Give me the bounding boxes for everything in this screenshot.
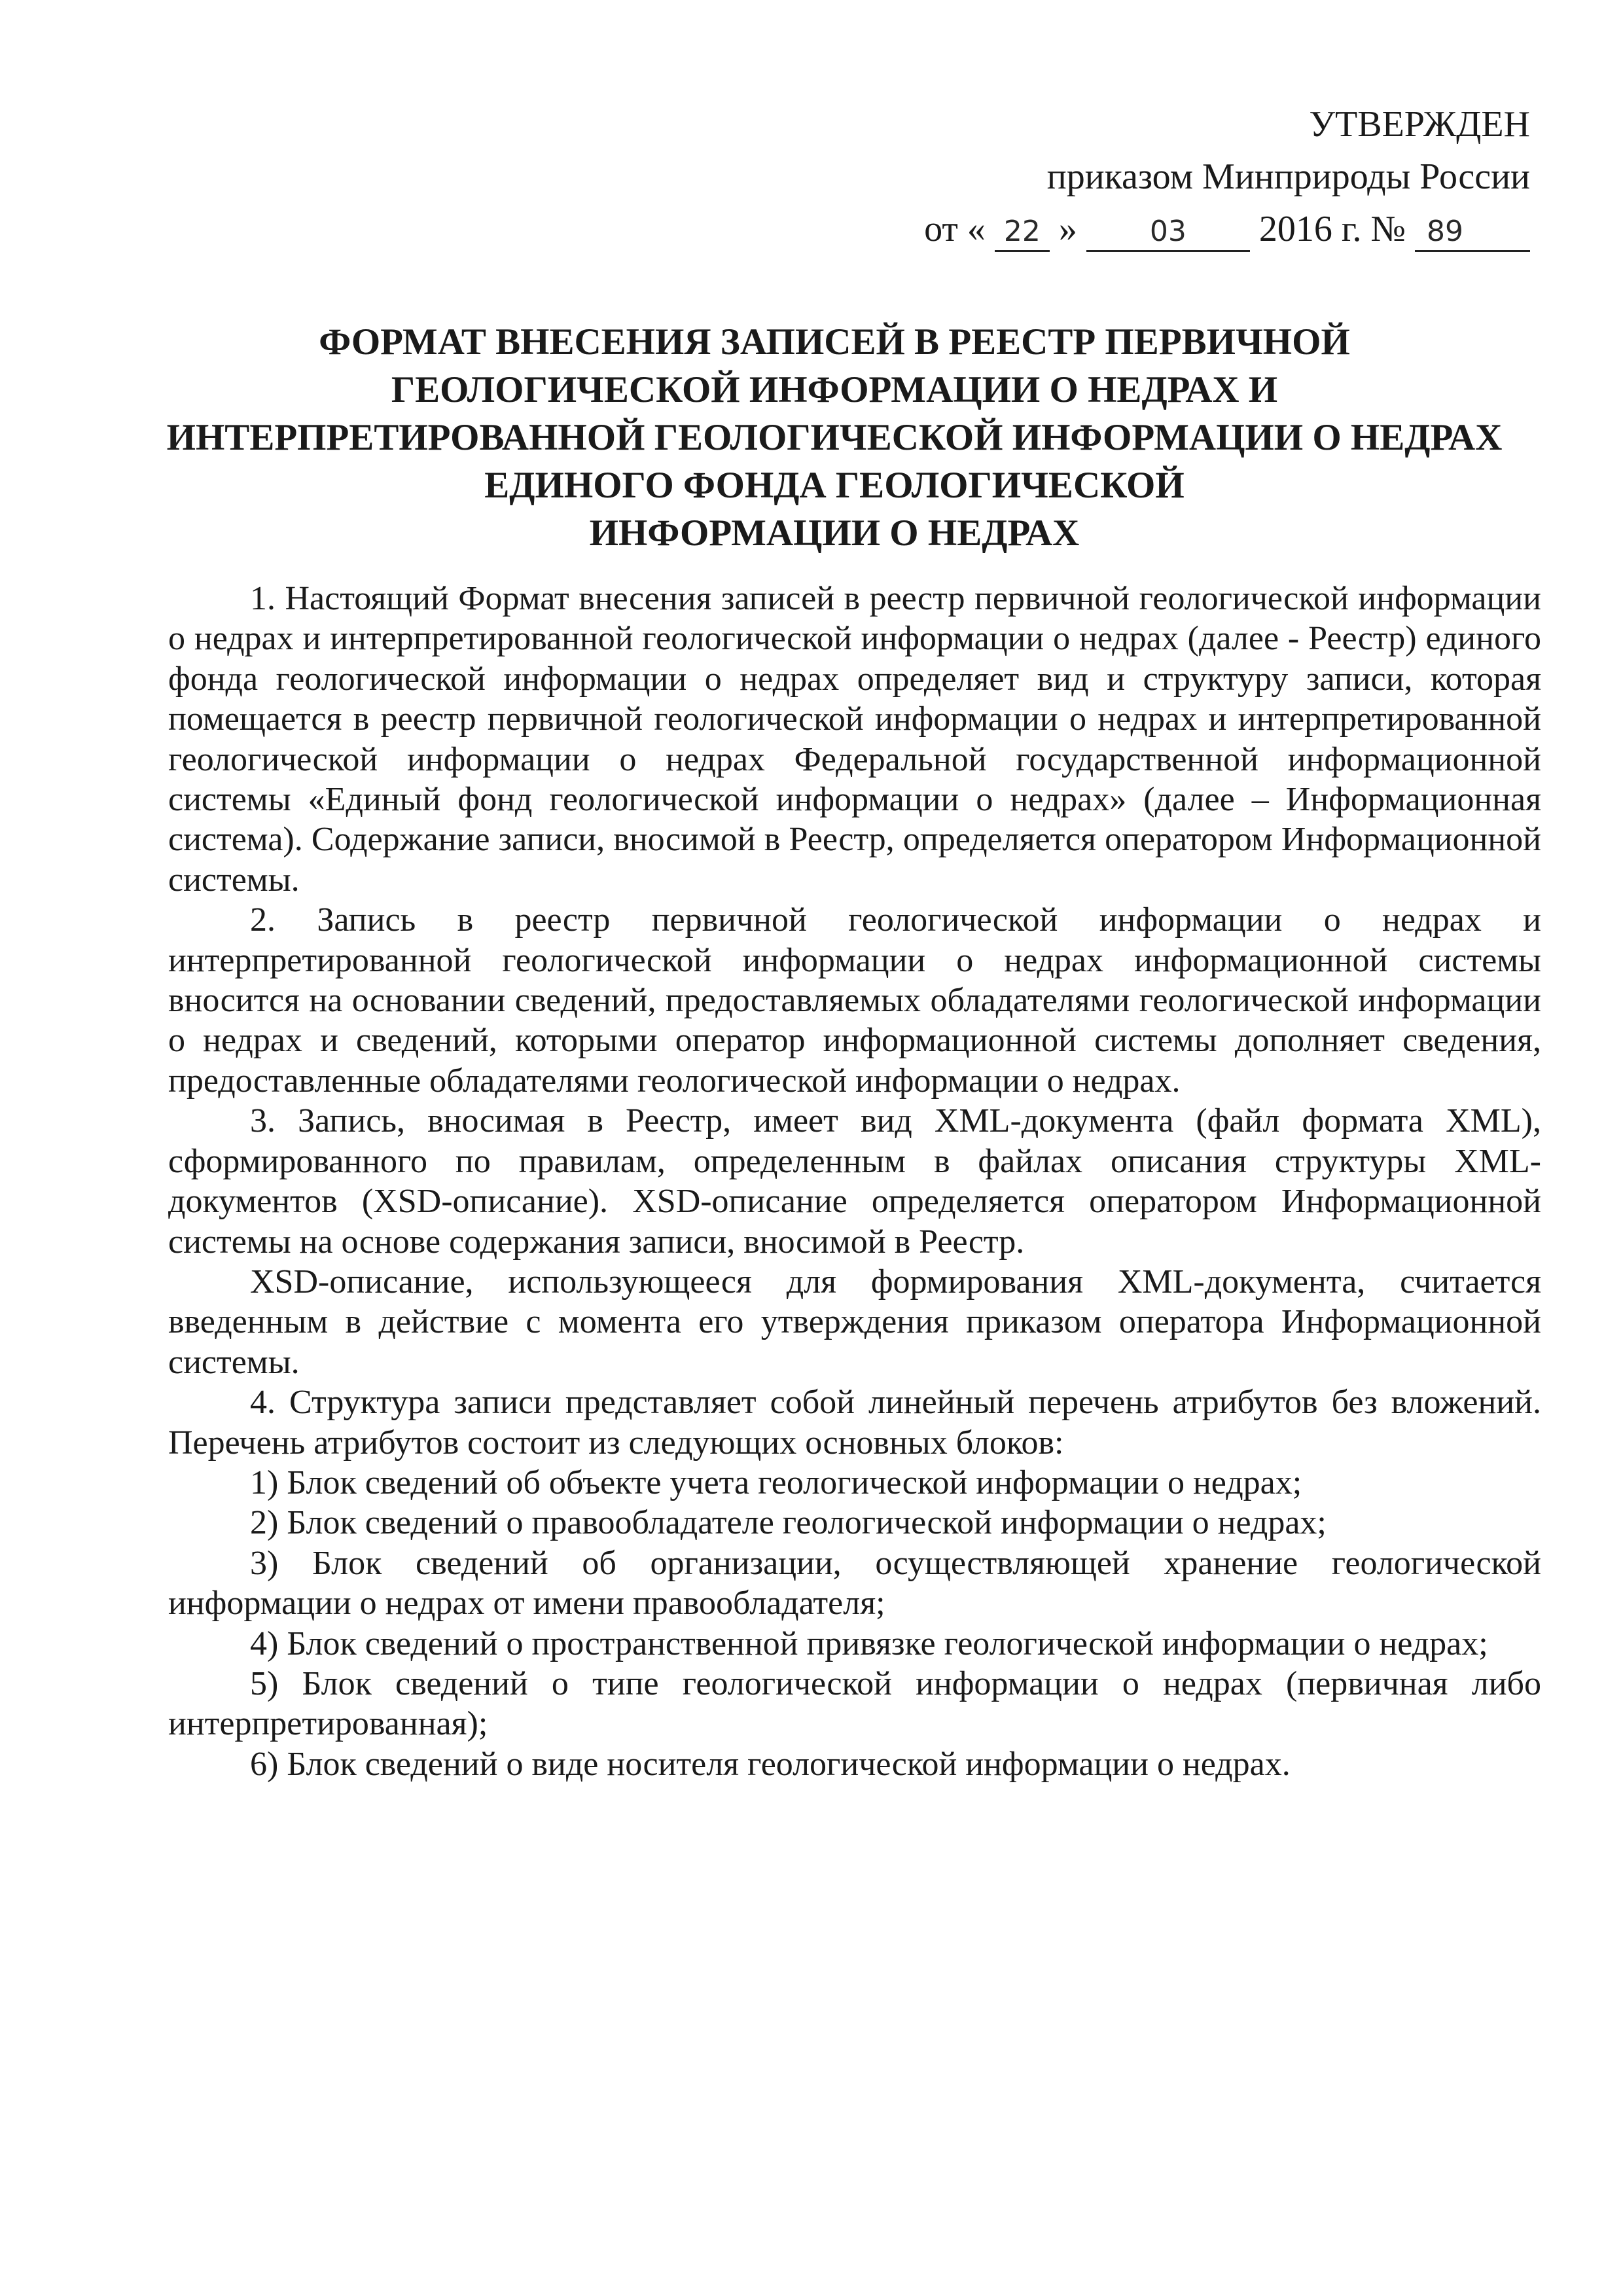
paragraph-2: 2. Запись в реестр первичной геологической информации о недрах и интерпретированной геологической информации о недрах информационной системы вносится на основании сведений, предоставляемых обладателями геологической информации о недрах и сведений, которыми оператор информационной системы дополняет сведения, предоставленные обладателями геологической информации о недрах. xyxy=(168,901,1541,1100)
handwritten-day: 22 xyxy=(995,213,1050,252)
approval-date-line xyxy=(924,203,1530,255)
year-and-number-label: 2016 г. № xyxy=(1258,209,1406,249)
approval-issuer: приказом Минприроды России xyxy=(1046,156,1530,197)
document-title xyxy=(131,318,1538,557)
title-line: ИНФОРМАЦИИ О НЕДРАХ xyxy=(589,512,1080,554)
title-line: ГЕОЛОГИЧЕСКОЙ ИНФОРМАЦИИ О НЕДРАХ И xyxy=(391,369,1278,410)
paragraph-xsd-note: XSD-описание, использующееся для формирования XML-документа, считается введенным в действие с момента его утверждения приказом оператора Информационной системы. xyxy=(168,1263,1541,1381)
paragraph-3: 3. Запись, вносимая в Реестр, имеет вид XML-документа (файл формата XML), сформированного по правилам, определенным в файлах описания структуры XML-документов (XSD-описание). XSD-описание определяется оператором Информационной системы на основе содержания записи, вносимой в Реестр. xyxy=(168,1102,1541,1261)
title-line: ЕДИНОГО ФОНДА ГЕОЛОГИЧЕСКОЙ xyxy=(484,465,1185,506)
date-quote-close: » xyxy=(1058,209,1077,249)
list-item-block-1: 1) Блок сведений об объекте учета геологической информации о недрах; xyxy=(250,1463,1302,1501)
paragraph-4: 4. Структура записи представляет собой линейный перечень атрибутов без вложений. Перечень атрибутов состоит из следующих основных блоков: xyxy=(168,1384,1541,1462)
list-item-block-2: 2) Блок сведений о правообладателе геологической информации о недрах; xyxy=(250,1504,1327,1542)
handwritten-order-number: 89 xyxy=(1415,213,1530,252)
document-body xyxy=(168,579,1541,1784)
approval-block xyxy=(924,98,1530,255)
list-item-block-3: 3) Блок сведений об организации, осуществляющей хранение геологической информации о недрах от имени правообладателя; xyxy=(168,1544,1541,1623)
list-item-block-5: 5) Блок сведений о типе геологической информации о недрах (первичная либо интерпретированная); xyxy=(168,1664,1541,1743)
handwritten-month: 03 xyxy=(1086,213,1250,252)
list-item-block-4: 4) Блок сведений о пространственной привязке геологической информации о недрах; xyxy=(250,1624,1488,1662)
approval-heading: УТВЕРЖДЕН xyxy=(1309,104,1530,145)
title-line: ФОРМАТ ВНЕСЕНИЯ ЗАПИСЕЙ В РЕЕСТР ПЕРВИЧНОЙ xyxy=(319,321,1350,363)
title-line: ИНТЕРПРЕТИРОВАННОЙ ГЕОЛОГИЧЕСКОЙ ИНФОРМАЦИИ О НЕДРАХ xyxy=(166,417,1503,458)
list-item-block-6: 6) Блок сведений о виде носителя геологической информации о недрах. xyxy=(250,1745,1291,1783)
date-prefix: от « xyxy=(924,209,986,249)
paragraph-1: 1. Настоящий Формат внесения записей в реестр первичной геологической информации о недрах и интерпретированной геологической информации о недрах (далее - Реестр) единого фонда геологической информации о недрах определяет вид и структуру записи, которая помещается в реестр первичной геологической информации о недрах и интерпретированной геологической информации о недрах Федеральной государственной информационной системы «Единый фонд геологической информации о недрах» (далее – Информационная система). Содержание записи, вносимой в Реестр, определяется оператором Информационной системы. xyxy=(168,580,1541,899)
